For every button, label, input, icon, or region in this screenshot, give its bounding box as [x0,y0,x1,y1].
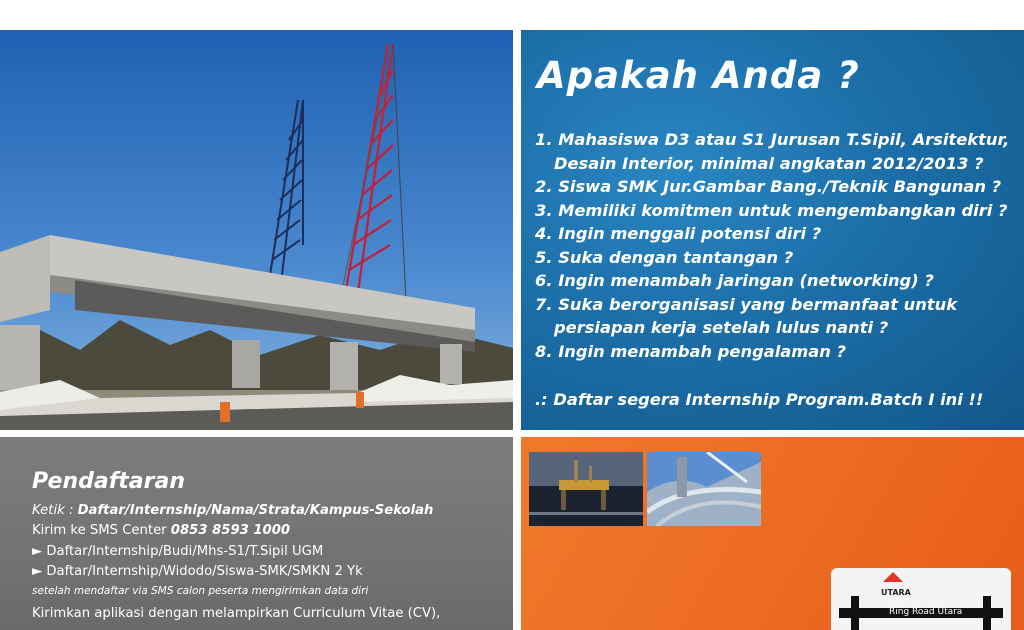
list-item [535,293,1015,340]
item-text: Ingin menambah jaringan (networking) ? [558,271,934,290]
item-number: 4. [535,224,553,243]
sms-note: setelah mendaftar via SMS calon peserta mengirimkan data diri [32,585,369,597]
question-list [535,128,1015,363]
refinery-pipes-photo [647,452,761,526]
item-text: Mahasiswa D3 atau S1 Jurusan T.Sipil, Arsitektur, [558,130,1010,149]
list-item [535,222,1015,246]
questions-panel [521,30,1024,430]
item-text-continued: Desain Interior, minimal angkatan 2012/2013 ? [554,153,984,173]
registration-panel [0,437,513,630]
item-number: 2. [535,177,553,196]
list-item [535,175,1015,199]
list-item [535,269,1015,293]
format-prefix: Ketik : [32,503,78,518]
offshore-rig-photo [529,452,643,526]
item-text-continued: persiapan kerja setelah lulus nanti ? [554,318,889,337]
item-number: 6. [535,271,553,290]
example-line-1: ► Daftar/Internship/Budi/Mhs-S1/T.Sipil UGM [32,544,324,559]
item-text: Suka berorganisasi yang bermanfaat untuk [558,294,958,314]
item-text: Ingin menggali potensi diri ? [558,224,822,243]
sms-number: 0853 8593 1000 [170,523,291,538]
item-number: 8. [535,341,553,361]
item-text: Memiliki komitmen untuk mengembangkan diri ? [558,200,1008,220]
sms-prefix: Kirim ke SMS Center [32,523,171,538]
item-number: 3. [535,200,553,220]
item-text: Suka dengan tantangan ? [558,247,794,267]
item-number: 1. [535,130,553,149]
list-item [535,199,1015,223]
construction-photo [0,30,513,430]
registration-title: Pendaftaran [32,469,186,494]
sponsor-panel [521,437,1024,630]
sms-format-line [32,503,433,518]
panel-heading: Apakah Anda ? [537,54,860,97]
call-to-action: .: Daftar segera Internship Program.Batch I ini !! [535,390,984,409]
logo-subtitle: Ring Road Utara [889,607,963,617]
cv-instruction: Kirimkan aplikasi dengan melampirkan Curriculum Vitae (CV), [32,606,441,621]
item-text: Ingin menambah pengalaman ? [558,341,846,361]
logo-brand: UTARA [881,588,911,597]
list-item [535,340,1015,364]
item-number: 5. [535,247,553,267]
format-text: Daftar/Internship/Nama/Strata/Kampus-Sekolah [77,503,434,518]
list-item [535,128,1015,175]
sms-center-line [32,523,290,538]
ring-road-utara-logo [831,568,1011,630]
item-text: Siswa SMK Jur.Gambar Bang./Teknik Bangunan ? [558,177,1002,196]
item-number: 7. [535,294,553,314]
example-line-2: ► Daftar/Internship/Widodo/Siswa-SMK/SMKN 2 Yk [32,564,363,579]
list-item [535,246,1015,270]
